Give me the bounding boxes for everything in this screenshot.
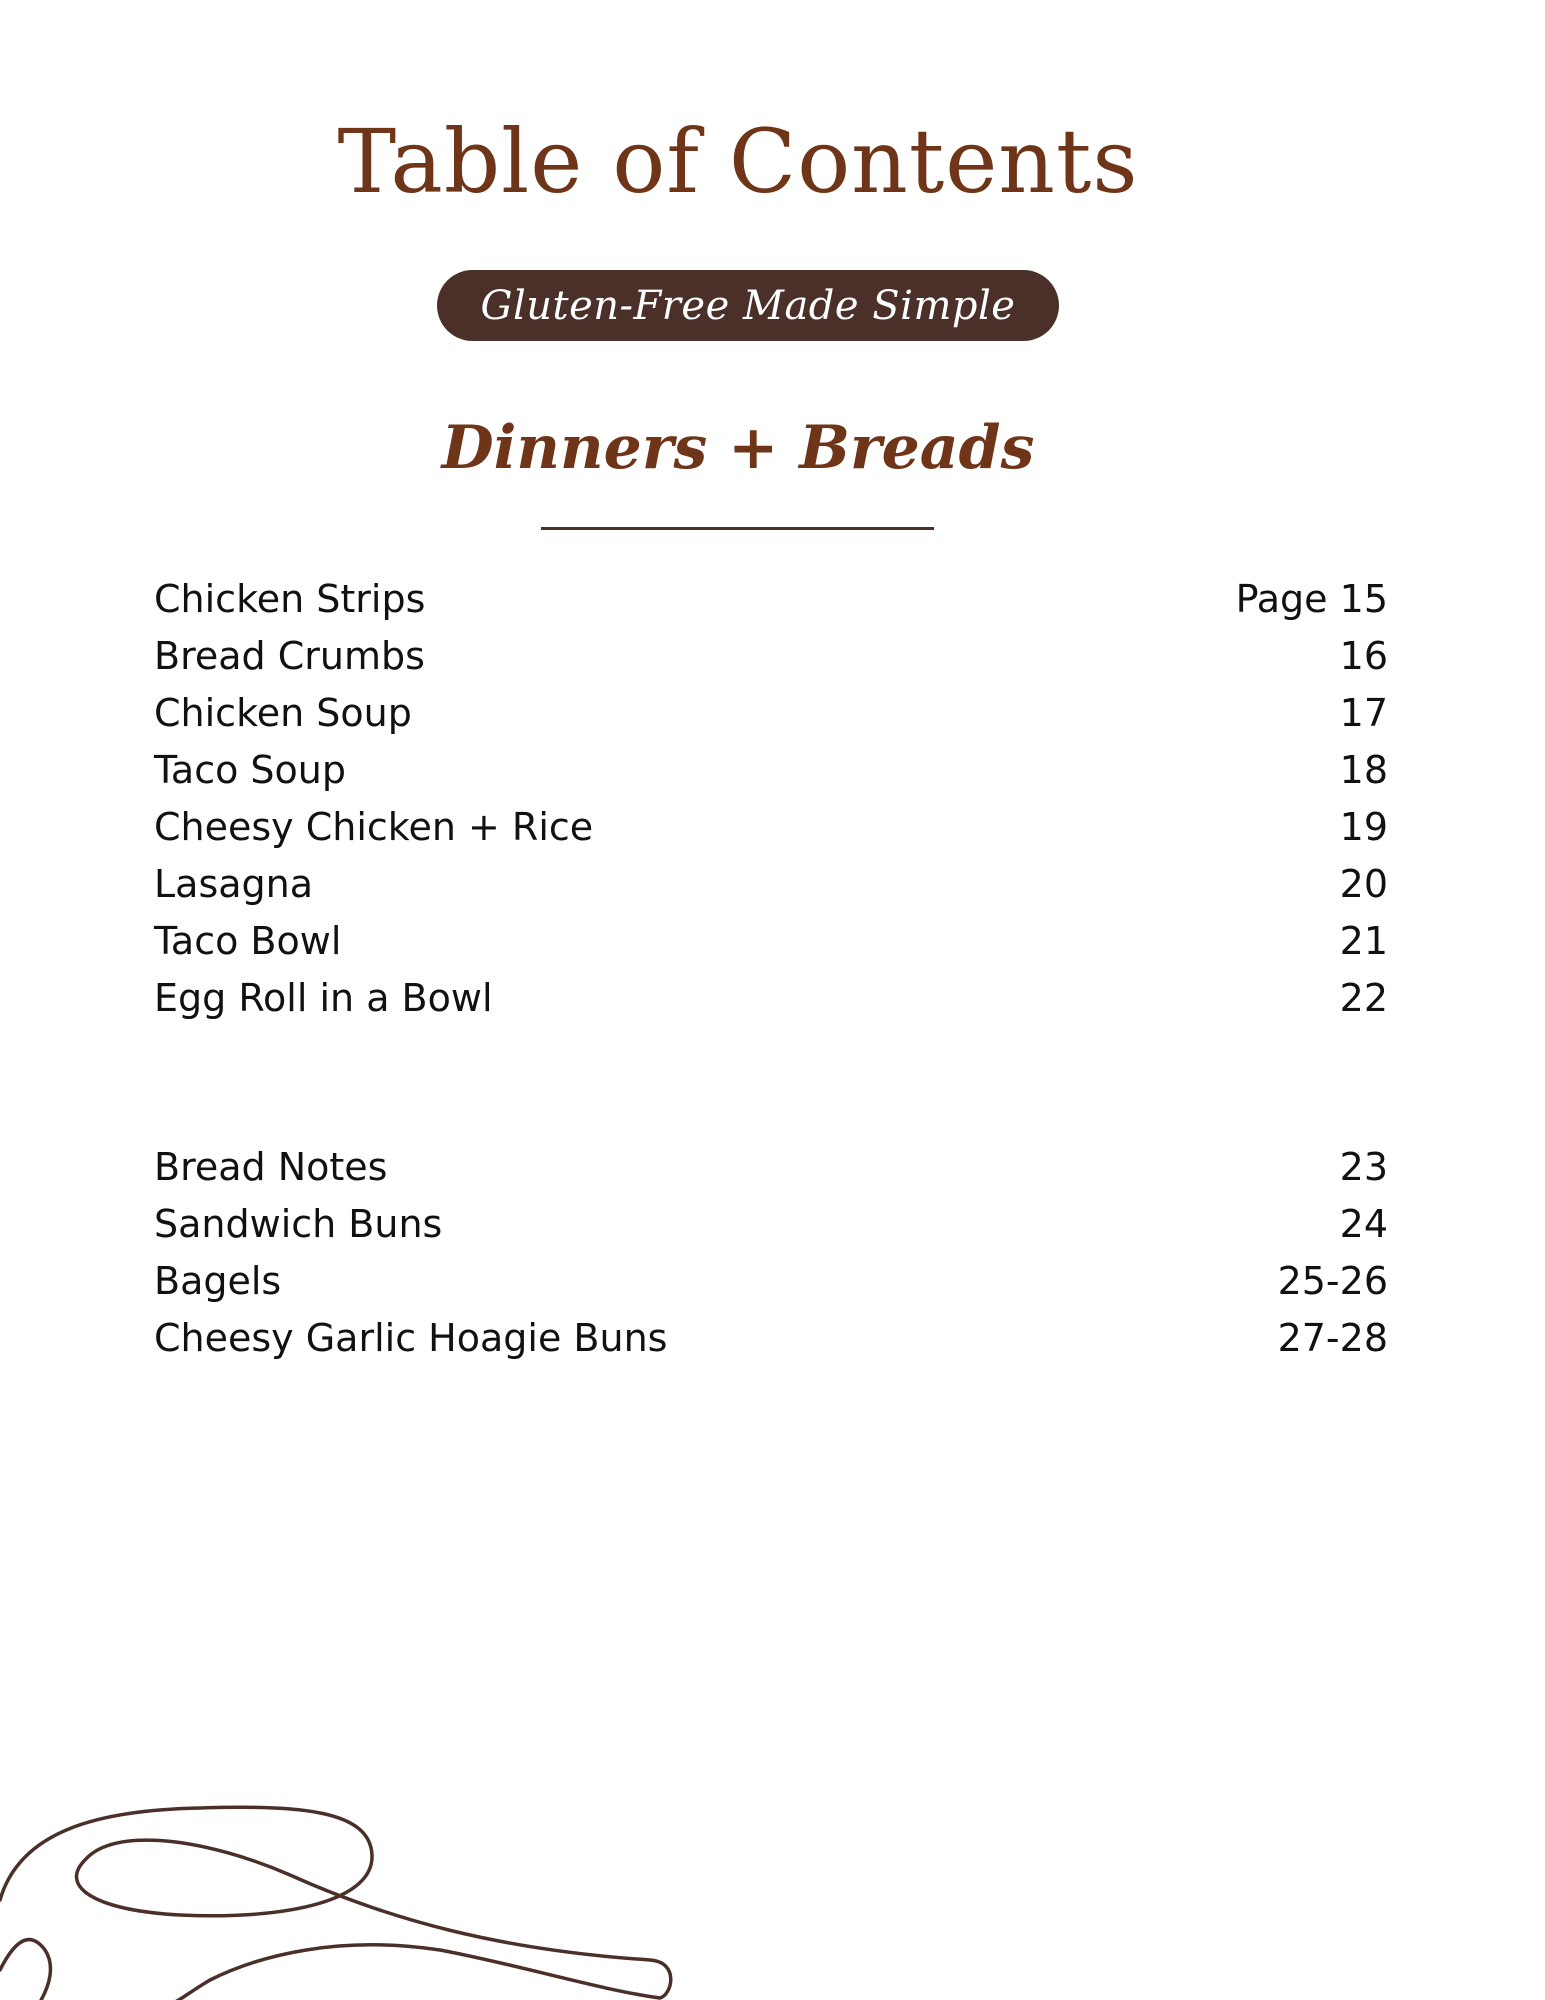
toc-entry[interactable] bbox=[154, 628, 1388, 685]
toc-entry[interactable] bbox=[154, 1310, 1388, 1367]
toc-entry-label: Taco Soup bbox=[154, 748, 347, 792]
toc-entry-label: Lasagna bbox=[154, 862, 314, 906]
toc-entry-label: Sandwich Buns bbox=[154, 1202, 443, 1246]
toc-entry-page: 16 bbox=[1339, 634, 1388, 678]
toc-entry[interactable] bbox=[154, 742, 1388, 799]
toc-entry[interactable] bbox=[154, 1139, 1388, 1196]
toc-entry-label: Bagels bbox=[154, 1259, 282, 1303]
toc-entry[interactable] bbox=[154, 970, 1388, 1027]
toc-entry[interactable] bbox=[154, 685, 1388, 742]
toc-entry-page: 18 bbox=[1339, 748, 1388, 792]
toc-entry-label: Chicken Strips bbox=[154, 577, 426, 621]
toc-entry[interactable] bbox=[154, 913, 1388, 970]
section-divider bbox=[541, 527, 934, 530]
toc-entry-page: 19 bbox=[1339, 805, 1388, 849]
subtitle-badge-text: Gluten-Free Made Simple bbox=[480, 282, 1016, 329]
toc-entry[interactable] bbox=[154, 1196, 1388, 1253]
toc-entry-label: Bread Crumbs bbox=[154, 634, 425, 678]
section-title: Dinners + Breads bbox=[441, 413, 1035, 483]
toc-list-breads bbox=[154, 1139, 1388, 1367]
toc-entry-page: Page 15 bbox=[1235, 577, 1388, 621]
toc-entry-label: Taco Bowl bbox=[154, 919, 342, 963]
toc-entry-page: 17 bbox=[1339, 691, 1388, 735]
toc-list-dinners bbox=[154, 571, 1388, 1027]
toc-entry-label: Bread Notes bbox=[154, 1145, 388, 1189]
toc-entry-page: 20 bbox=[1339, 862, 1388, 906]
toc-entry-page: 22 bbox=[1339, 976, 1388, 1020]
toc-entry-page: 27-28 bbox=[1277, 1316, 1388, 1360]
squiggle-decoration-icon bbox=[0, 1780, 700, 2000]
toc-entry[interactable] bbox=[154, 799, 1388, 856]
toc-entry-label: Egg Roll in a Bowl bbox=[154, 976, 493, 1020]
toc-entry-label: Cheesy Garlic Hoagie Buns bbox=[154, 1316, 668, 1360]
toc-entry[interactable] bbox=[154, 571, 1388, 628]
page-title: Table of Contents bbox=[337, 110, 1139, 213]
toc-entry-page: 25-26 bbox=[1277, 1259, 1388, 1303]
toc-entry[interactable] bbox=[154, 856, 1388, 913]
toc-entry-page: 23 bbox=[1339, 1145, 1388, 1189]
subtitle-badge bbox=[437, 270, 1059, 341]
toc-entry[interactable] bbox=[154, 1253, 1388, 1310]
toc-entry-label: Chicken Soup bbox=[154, 691, 412, 735]
toc-entry-page: 21 bbox=[1339, 919, 1388, 963]
toc-entry-label: Cheesy Chicken + Rice bbox=[154, 805, 594, 849]
toc-entry-page: 24 bbox=[1339, 1202, 1388, 1246]
